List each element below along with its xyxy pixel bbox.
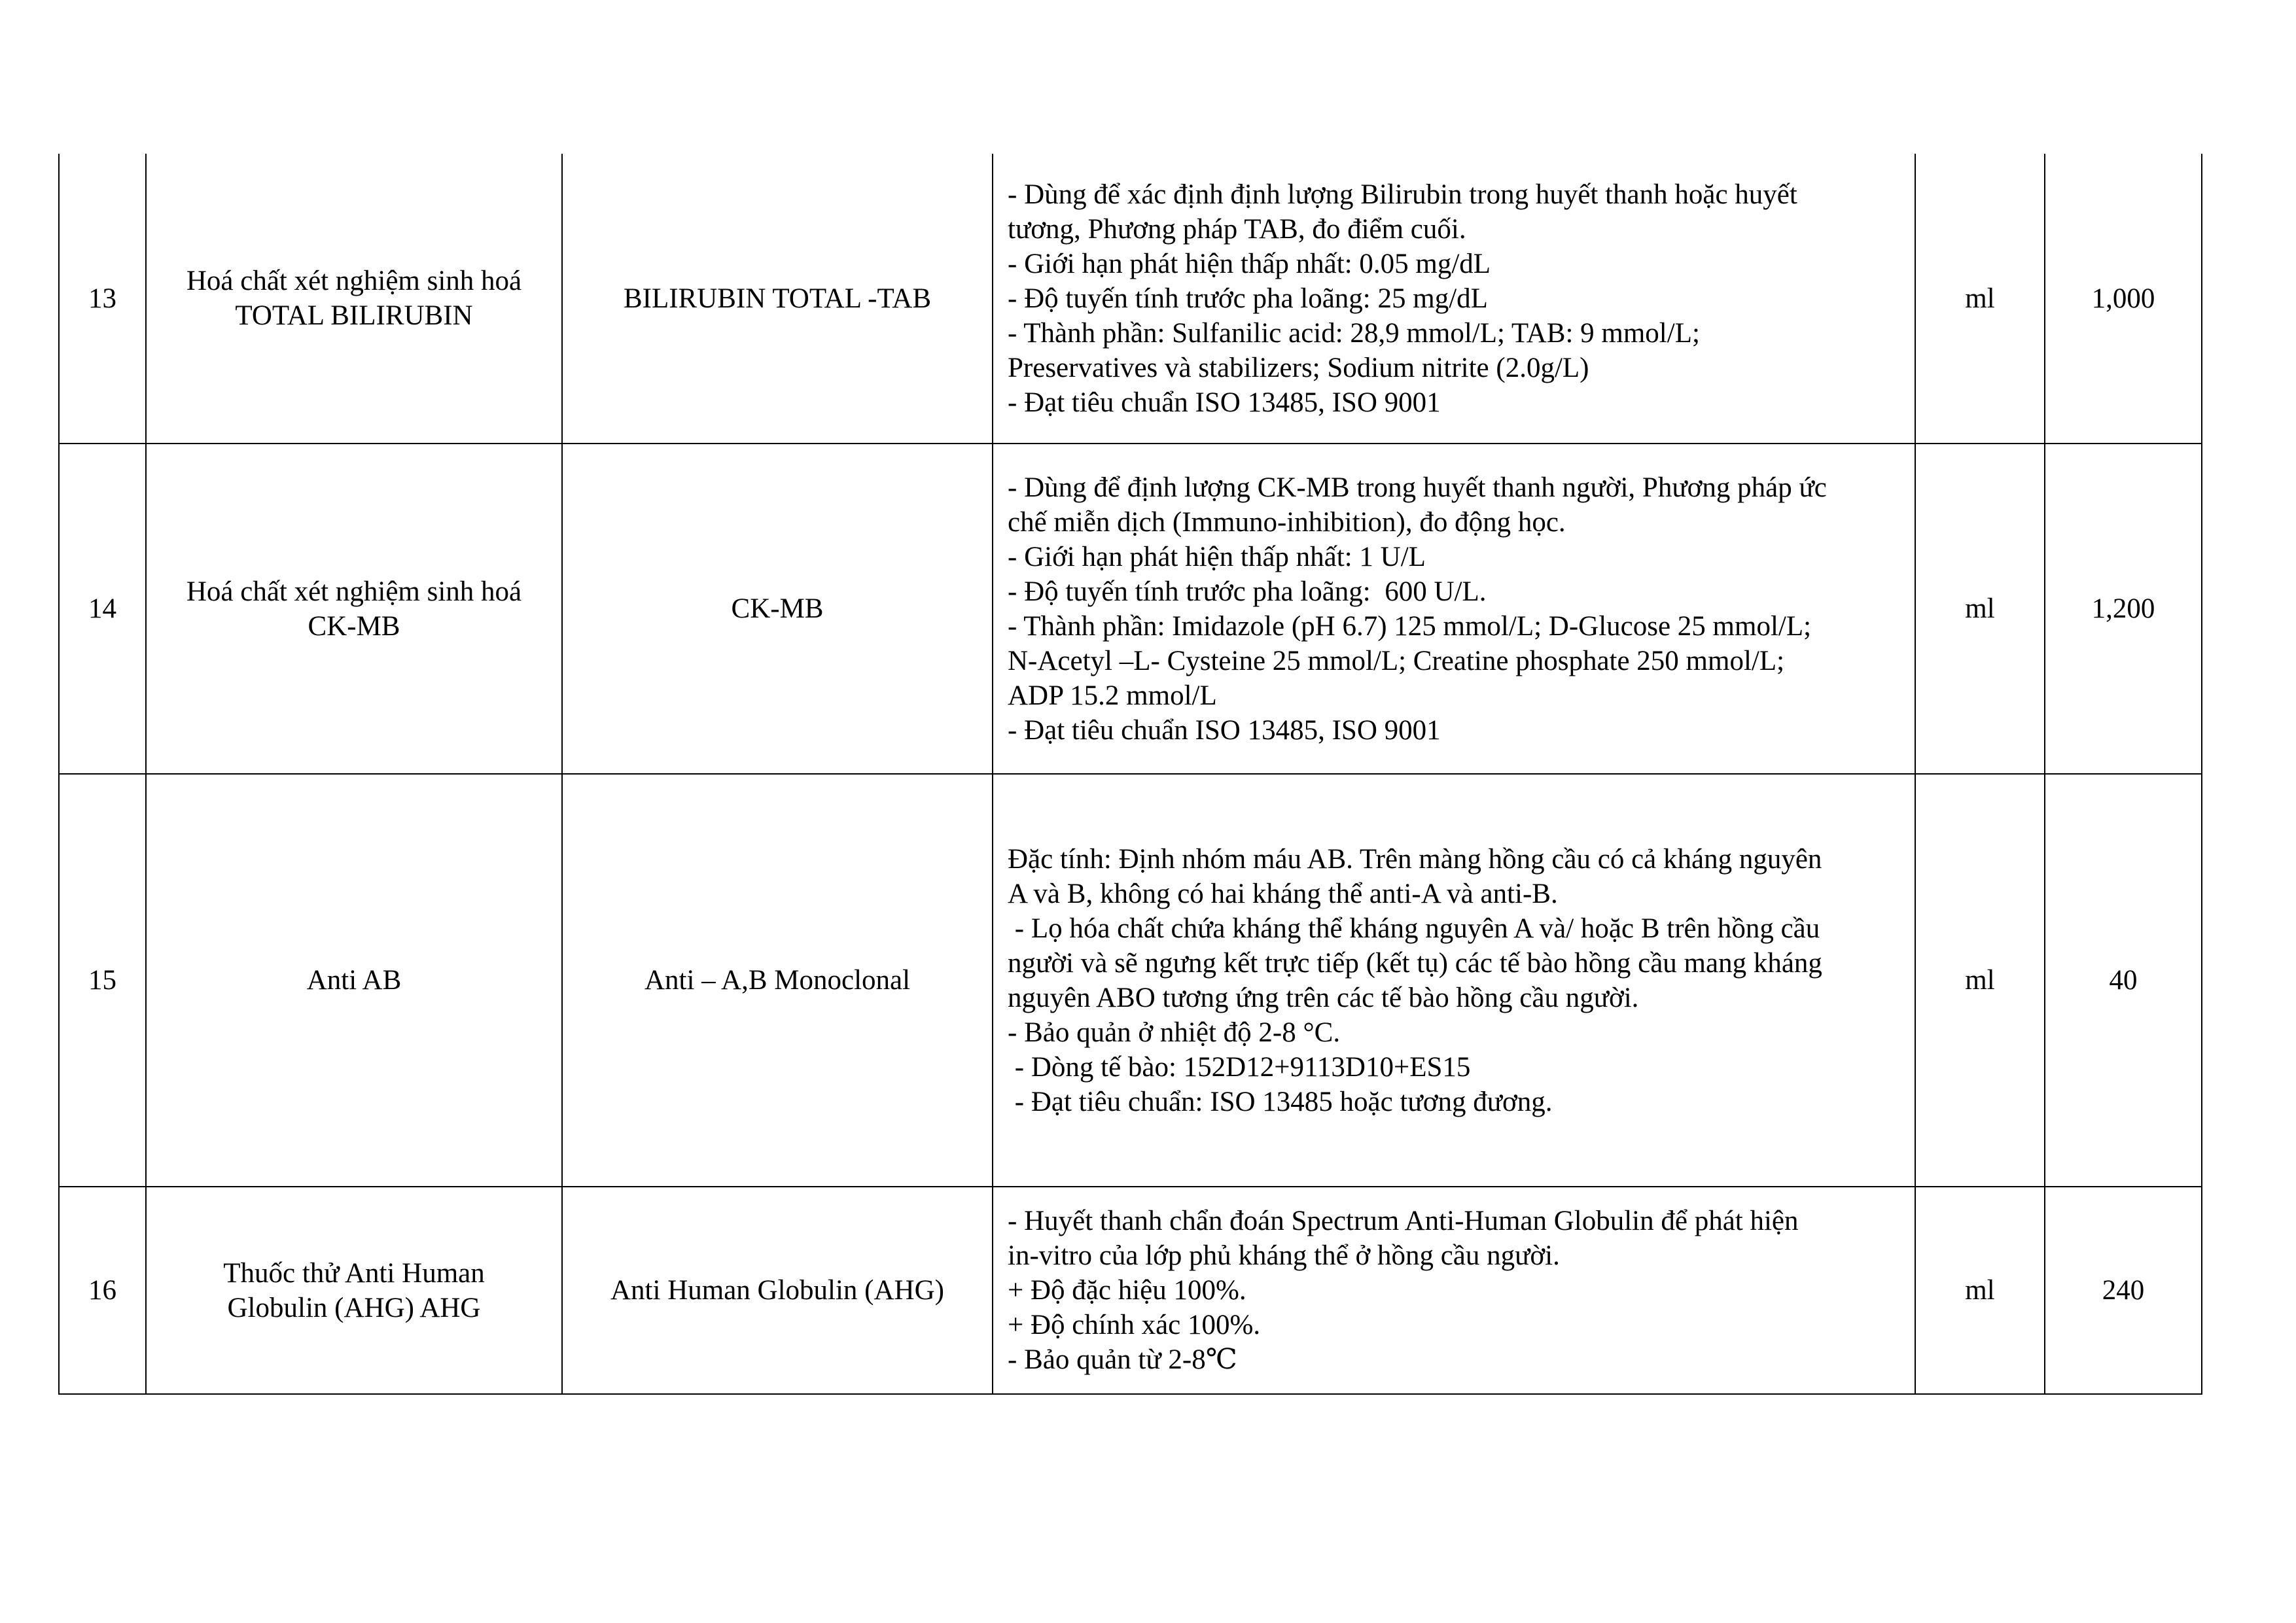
item-name-line: Hoá chất xét nghiệm sinh hoá — [186, 266, 522, 296]
technical-spec — [993, 1187, 1915, 1394]
table-row — [59, 154, 2202, 444]
spec-line: - Thành phần: Sulfanilic acid: 28,9 mmol/L; TAB: 9 mmol/L; — [1008, 317, 1700, 349]
item-name-line: TOTAL BILIRUBIN — [235, 300, 473, 331]
spec-line: Đặc tính: Định nhóm máu AB. Trên màng hồng cầu có cả kháng nguyên — [1008, 843, 1822, 875]
spec-line: + Độ đặc hiệu 100%. — [1008, 1275, 1246, 1306]
item-name-line: Hoá chất xét nghiệm sinh hoá — [186, 576, 522, 607]
item-name — [146, 774, 562, 1187]
technical-spec — [993, 154, 1915, 444]
product-name: Anti Human Globulin (AHG) — [562, 1187, 993, 1394]
spec-line: - Độ tuyến tính trước pha loãng: 25 mg/dL — [1008, 283, 1488, 314]
spec-line: tương, Phương pháp TAB, đo điểm cuối. — [1008, 213, 1466, 245]
unit: ml — [1915, 1187, 2045, 1394]
row-number: 16 — [59, 1187, 146, 1394]
quantity: 40 — [2045, 774, 2202, 1187]
spec-line: - Dùng để định lượng CK-MB trong huyết thanh người, Phương pháp ức — [1008, 472, 1827, 503]
row-number: 14 — [59, 444, 146, 774]
row-number: 15 — [59, 774, 146, 1187]
spec-line: - Lọ hóa chất chứa kháng thể kháng nguyên A và/ hoặc B trên hồng cầu — [1008, 913, 1820, 944]
spec-line: - Đạt tiêu chuẩn ISO 13485, ISO 9001 — [1008, 387, 1441, 418]
unit: ml — [1915, 154, 2045, 444]
item-name-line: Anti AB — [306, 965, 402, 996]
spec-line: + Độ chính xác 100%. — [1008, 1310, 1261, 1340]
spec-line: ADP 15.2 mmol/L — [1008, 680, 1217, 711]
item-name — [146, 154, 562, 444]
quantity: 240 — [2045, 1187, 2202, 1394]
technical-spec — [993, 444, 1915, 774]
item-name — [146, 1187, 562, 1394]
spec-line: - Thành phần: Imidazole (pH 6.7) 125 mmol/L; D-Glucose 25 mmol/L; — [1008, 610, 1812, 642]
spec-line: in-vitro của lớp phủ kháng thể ở hồng cầu người. — [1008, 1240, 1560, 1271]
item-name-line: Thuốc thử Anti Human — [223, 1257, 485, 1289]
spec-line: - Bảo quản từ 2-8℃ — [1008, 1344, 1237, 1375]
spec-line: người và sẽ ngưng kết trực tiếp (kết tụ) các tế bào hồng cầu mang kháng — [1008, 947, 1822, 979]
spec-line: N-Acetyl –L- Cysteine 25 mmol/L; Creatine phosphate 250 mmol/L; — [1008, 645, 1785, 676]
item-name-line: Globulin (AHG) AHG — [227, 1292, 481, 1323]
spec-line: - Huyết thanh chẩn đoán Spectrum Anti-Human Globulin để phát hiện — [1008, 1206, 1799, 1236]
spec-line: - Giới hạn phát hiện thấp nhất: 1 U/L — [1008, 541, 1426, 572]
spec-line: - Dòng tế bào: 152D12+9113D10+ES15 — [1008, 1051, 1471, 1083]
spec-line: - Giới hạn phát hiện thấp nhất: 0.05 mg/dL — [1008, 248, 1491, 279]
spec-line: - Đạt tiêu chuẩn: ISO 13485 hoặc tương đương. — [1008, 1086, 1553, 1117]
spec-line: chế miễn dịch (Immuno-inhibition), đo động học. — [1008, 506, 1566, 538]
unit: ml — [1915, 444, 2045, 774]
technical-spec — [993, 774, 1915, 1187]
spec-line: - Đạt tiêu chuẩn ISO 13485, ISO 9001 — [1008, 714, 1441, 746]
spec-line: - Bảo quản ở nhiệt độ 2-8 °C. — [1008, 1017, 1341, 1048]
spec-line: nguyên ABO tương ứng trên các tế bào hồng cầu người. — [1008, 982, 1639, 1013]
table-row — [59, 774, 2202, 1187]
specification-table — [58, 154, 2202, 1395]
unit: ml — [1915, 774, 2045, 1187]
spec-line: - Dùng để xác định định lượng Bilirubin trong huyết thanh hoặc huyết — [1008, 179, 1797, 210]
row-number: 13 — [59, 154, 146, 444]
spec-line: A và B, không có hai kháng thể anti-A và anti-B. — [1008, 878, 1558, 909]
product-name: CK-MB — [562, 444, 993, 774]
quantity: 1,000 — [2045, 154, 2202, 444]
item-name-line: CK-MB — [308, 610, 400, 642]
product-name: Anti – A,B Monoclonal — [562, 774, 993, 1187]
spec-line: - Độ tuyến tính trước pha loãng: 600 U/L. — [1008, 576, 1487, 607]
table-row — [59, 1187, 2202, 1394]
table-row — [59, 444, 2202, 774]
quantity: 1,200 — [2045, 444, 2202, 774]
spec-line: Preservatives và stabilizers; Sodium nitrite (2.0g/L) — [1008, 352, 1589, 383]
item-name — [146, 444, 562, 774]
product-name: BILIRUBIN TOTAL -TAB — [562, 154, 993, 444]
